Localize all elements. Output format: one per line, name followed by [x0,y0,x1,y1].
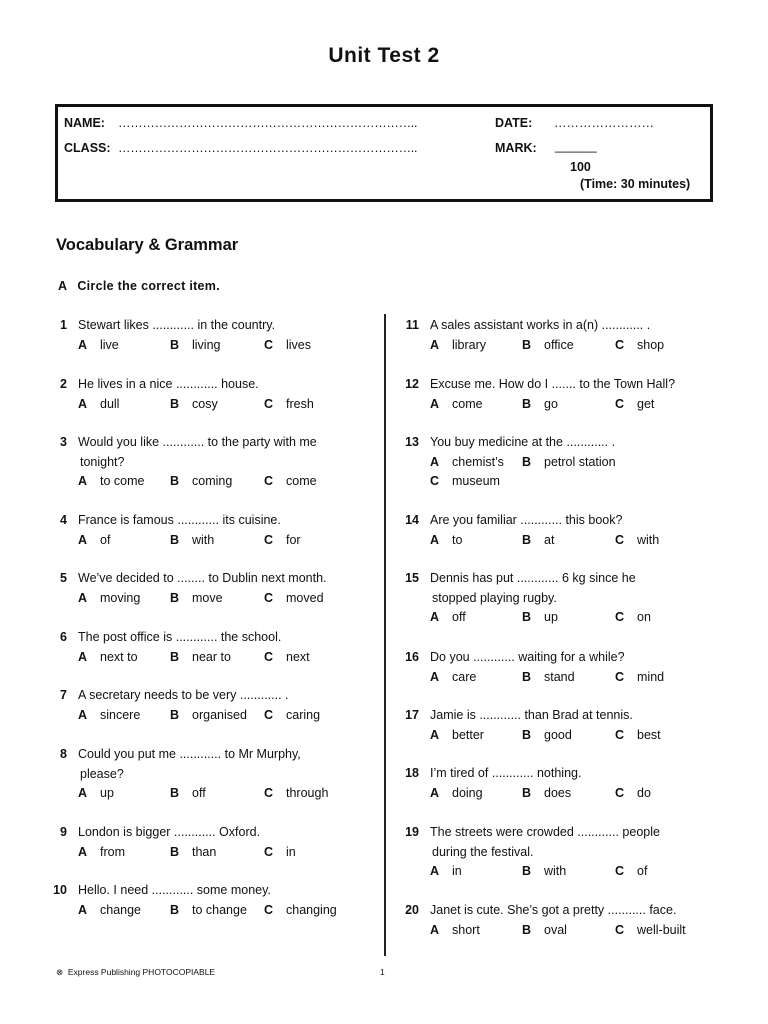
question-text: The post office is ............ the school. [78,630,282,644]
question-number: 2 [60,377,67,391]
option-text: good [544,727,572,742]
question-text: London is bigger ............ Oxford. [78,825,261,839]
answer-option-b[interactable] [522,784,571,804]
answer-option-a[interactable] [430,921,480,941]
option-text: cosy [192,396,218,411]
option-text: living [192,337,221,352]
option-letter: A [78,707,88,722]
option-letter: C [615,669,625,684]
option-text: dull [100,396,120,411]
answer-option-c[interactable] [615,531,659,551]
option-letter: A [430,337,440,352]
option-letter: C [264,707,274,722]
option-letter: C [264,590,274,605]
answer-option-b[interactable] [522,395,558,415]
option-text: up [544,610,558,624]
option-letter: B [170,590,180,605]
option-text: near to [192,649,231,664]
option-text: to [452,532,463,547]
question-number: 10 [53,883,67,897]
option-letter: B [522,454,532,469]
question-text: A secretary needs to be very ............ . [78,688,289,702]
option-letter: A [78,649,88,664]
option-letter: A [430,864,440,878]
answer-option-b[interactable] [522,608,558,628]
option-text: with [637,532,660,547]
option-text: do [637,785,651,800]
answer-option-c[interactable] [264,531,301,551]
answer-option-b[interactable] [170,901,247,921]
answer-option-b[interactable] [522,336,574,356]
question-number: 11 [405,318,419,332]
question-text: Do you ............ waiting for a while? [430,650,625,664]
answer-option-c[interactable] [615,608,651,628]
answer-option-b[interactable] [170,395,218,415]
date-field[interactable]: …………………… [554,116,654,130]
question-text: Could you put me ............ to Mr Murphy, [78,747,301,761]
answer-option-a[interactable] [78,395,119,415]
option-letter: C [615,610,625,624]
question-text: tonight? [80,454,125,469]
question-number: 5 [60,571,67,585]
mark-field[interactable]: ______ [555,139,597,153]
answer-option-b[interactable] [170,589,223,609]
question-number: 8 [60,747,67,761]
option-letter: A [78,844,88,859]
answer-option-c[interactable] [264,589,324,609]
question-text: France is famous ............ its cuisine. [78,513,281,527]
answer-option-c[interactable] [264,472,317,492]
option-letter: B [522,610,532,624]
question-number: 7 [60,688,67,702]
answer-option-b[interactable] [522,726,572,746]
answer-option-a[interactable] [430,608,466,628]
page-number: 1 [380,967,385,977]
option-text: on [637,610,651,624]
option-letter: B [170,786,180,800]
question-text: Jamie is ............ than Brad at tennis. [430,708,633,722]
option-letter: A [78,902,88,917]
option-text: come [286,474,317,488]
question-number: 20 [405,903,419,917]
option-letter: C [615,727,625,742]
option-letter: A [430,669,440,684]
answer-option-c[interactable] [264,901,337,921]
answer-option-a[interactable] [78,901,141,921]
answer-option-a[interactable] [430,531,462,551]
option-letter: B [522,785,532,800]
answer-option-b[interactable] [522,921,567,941]
option-text: better [452,727,484,742]
option-text: next [286,649,310,664]
option-text: to come [100,474,145,488]
answer-option-c[interactable] [264,843,296,863]
question-text: A sales assistant works in a(n) ............ . [430,318,651,332]
option-letter: C [264,337,274,352]
option-text: from [100,844,125,859]
answer-option-a[interactable] [78,784,114,804]
option-letter: A [430,785,440,800]
answer-option-c[interactable] [264,395,314,415]
option-text: change [100,902,142,917]
option-letter: B [522,396,532,411]
question-text: during the festival. [432,844,534,859]
option-text: museum [452,474,500,488]
option-text: get [637,396,655,411]
option-letter: A [430,454,440,469]
option-text: library [452,337,487,352]
answer-option-a[interactable] [430,336,486,356]
option-letter: B [170,396,180,411]
option-letter: C [615,922,625,937]
answer-option-b[interactable] [522,862,566,882]
option-text: for [286,532,301,547]
option-text: fresh [286,396,314,411]
question-text: stopped playing rugby. [432,590,557,605]
option-text: move [192,590,223,605]
question-number: 3 [60,435,67,449]
option-letter: A [78,590,88,605]
option-letter: B [522,337,532,352]
question-number: 13 [405,435,419,449]
section-title: Vocabulary & Grammar [56,236,239,254]
option-letter: C [264,844,274,859]
option-letter: A [78,532,88,547]
option-text: petrol station [544,454,616,469]
question-number: 17 [405,708,419,722]
option-letter: B [170,337,180,352]
option-text: through [286,786,329,800]
question-text: Janet is cute. She’s got a pretty ........... face. [430,903,677,917]
answer-option-c[interactable] [615,395,654,415]
answer-option-c[interactable] [615,784,651,804]
option-text: does [544,785,572,800]
answer-option-a[interactable] [78,843,125,863]
option-text: moving [100,590,141,605]
option-letter: C [615,785,625,800]
option-letter: B [522,727,532,742]
answer-option-a[interactable] [78,336,119,356]
answer-option-c[interactable] [264,784,328,804]
option-letter: C [264,474,274,488]
option-letter: A [78,396,88,411]
option-text: next to [100,649,138,664]
question-text: Would you like ............ to the party with me [78,435,317,449]
option-letter: C [615,864,625,878]
class-label: CLASS: [64,141,111,155]
question-text: Are you familiar ............ this book? [430,513,623,527]
option-text: off [452,610,466,624]
answer-option-c[interactable] [615,726,661,746]
answer-option-b[interactable] [170,843,216,863]
option-letter: A [78,337,88,352]
question-number: 6 [60,630,67,644]
question-number: 1 [60,318,67,332]
column-divider [384,314,386,956]
answer-option-b[interactable] [170,648,231,668]
name-field[interactable]: ……………………………………………………………….. [118,116,418,130]
option-letter: C [264,902,274,917]
question-number: 16 [405,650,419,664]
question-number: 18 [405,766,419,780]
option-letter: A [430,922,440,937]
option-text: moved [286,590,324,605]
option-letter: B [170,474,180,488]
question-text: We’ve decided to ........ to Dublin next month. [78,571,327,585]
option-text: coming [192,474,233,488]
option-text: doing [452,785,483,800]
question-number: 9 [60,825,67,839]
option-text: organised [192,707,247,722]
exercise-instruction-text: Circle the correct item. [77,279,220,293]
answer-option-a[interactable] [430,668,476,688]
option-text: go [544,396,558,411]
mark-label: MARK: [495,141,537,155]
option-letter: B [170,532,180,547]
answer-option-b[interactable] [170,531,214,551]
option-text: best [637,727,661,742]
answer-option-a[interactable] [78,706,140,726]
option-letter: B [170,902,180,917]
question-number: 4 [60,513,67,527]
question-text: Stewart likes ............ in the country. [78,318,276,332]
option-text: in [286,844,296,859]
answer-option-a[interactable] [78,589,140,609]
footer-copyright [56,967,215,978]
option-text: oval [544,922,567,937]
answer-option-c[interactable] [264,336,311,356]
option-letter: C [264,786,274,800]
option-letter: B [170,707,180,722]
option-letter: A [430,610,440,624]
class-field[interactable]: ……………………………………………………………….. [118,141,418,155]
option-text: lives [286,337,312,352]
answer-option-b[interactable] [522,668,575,688]
option-text: stand [544,669,575,684]
date-label: DATE: [495,116,533,130]
question-number: 14 [405,513,419,527]
copyright-text: Express Publishing PHOTOCOPIABLE [67,967,216,977]
option-text: mind [637,669,665,684]
option-text: sincere [100,707,141,722]
option-letter: B [170,844,180,859]
option-text: shop [637,337,665,352]
option-text: with [192,532,215,547]
option-letter: C [264,532,274,547]
student-info-box [55,104,713,202]
question-number: 12 [405,377,419,391]
option-text: of [100,532,111,547]
option-letter: C [615,532,625,547]
answer-option-a[interactable] [430,784,483,804]
option-letter: C [264,649,274,664]
answer-option-b[interactable] [170,472,232,492]
answer-option-a[interactable] [430,726,484,746]
option-letter: A [430,532,440,547]
option-text: off [192,786,206,800]
answer-option-c[interactable] [615,862,647,882]
option-letter: A [78,786,88,800]
option-text: chemist’s [452,454,504,469]
option-letter: B [170,649,180,664]
question-text: Hello. I need ............ some money. [78,883,271,897]
option-text: up [100,786,114,800]
answer-option-a[interactable] [78,648,138,668]
exercise-letter: A [58,279,68,293]
option-letter: C [615,337,625,352]
answer-option-a[interactable] [430,395,483,415]
answer-option-b[interactable] [522,453,616,473]
answer-option-c[interactable] [430,472,500,492]
answer-option-a[interactable] [78,531,110,551]
option-letter: B [522,669,532,684]
question-text: I’m tired of ............ nothing. [430,766,582,780]
answer-option-a[interactable] [78,472,144,492]
answer-option-a[interactable] [430,453,504,473]
option-text: office [544,337,574,352]
time-limit: (Time: 30 minutes) [580,177,691,191]
answer-option-b[interactable] [170,784,206,804]
option-letter: B [522,864,532,878]
option-text: come [452,396,483,411]
mark-total: 100 [570,160,591,174]
option-text: than [192,844,217,859]
option-text: care [452,669,477,684]
option-letter: A [430,396,440,411]
question-text: The streets were crowded ............ people [430,825,660,839]
question-text: You buy medicine at the ............ . [430,435,616,449]
question-text: Excuse me. How do I ....... to the Town Hall? [430,377,676,391]
option-letter: B [522,532,532,547]
option-letter: A [430,727,440,742]
option-letter: A [78,474,88,488]
answer-option-a[interactable] [430,862,462,882]
question-text: Dennis has put ............ 6 kg since he [430,571,636,585]
option-text: to change [192,902,247,917]
answer-option-c[interactable] [615,336,664,356]
option-text: caring [286,707,321,722]
option-text: with [544,864,567,878]
option-text: live [100,337,119,352]
option-text: well-built [637,922,686,937]
option-letter: C [615,396,625,411]
answer-option-b[interactable] [170,706,247,726]
answer-option-c[interactable] [615,921,686,941]
question-text: please? [80,766,124,781]
answer-option-b[interactable] [170,336,221,356]
option-letter: B [522,922,532,937]
option-text: in [452,864,462,878]
option-text: changing [286,902,337,917]
question-number: 15 [405,571,419,585]
option-letter: C [430,474,440,488]
exercise-instruction [58,279,220,293]
option-letter: C [264,396,274,411]
question-text: He lives in a nice ............ house. [78,377,259,391]
option-text: of [637,864,648,878]
answer-option-c[interactable] [615,668,664,688]
answer-option-b[interactable] [522,531,554,551]
page-title: Unit Test 2 [328,44,440,67]
question-number: 19 [405,825,419,839]
name-label: NAME: [64,116,105,130]
answer-option-c[interactable] [264,648,310,668]
copyright-icon: ⊗ [56,967,64,977]
answer-option-c[interactable] [264,706,320,726]
option-text: short [452,922,480,937]
option-text: at [544,532,555,547]
